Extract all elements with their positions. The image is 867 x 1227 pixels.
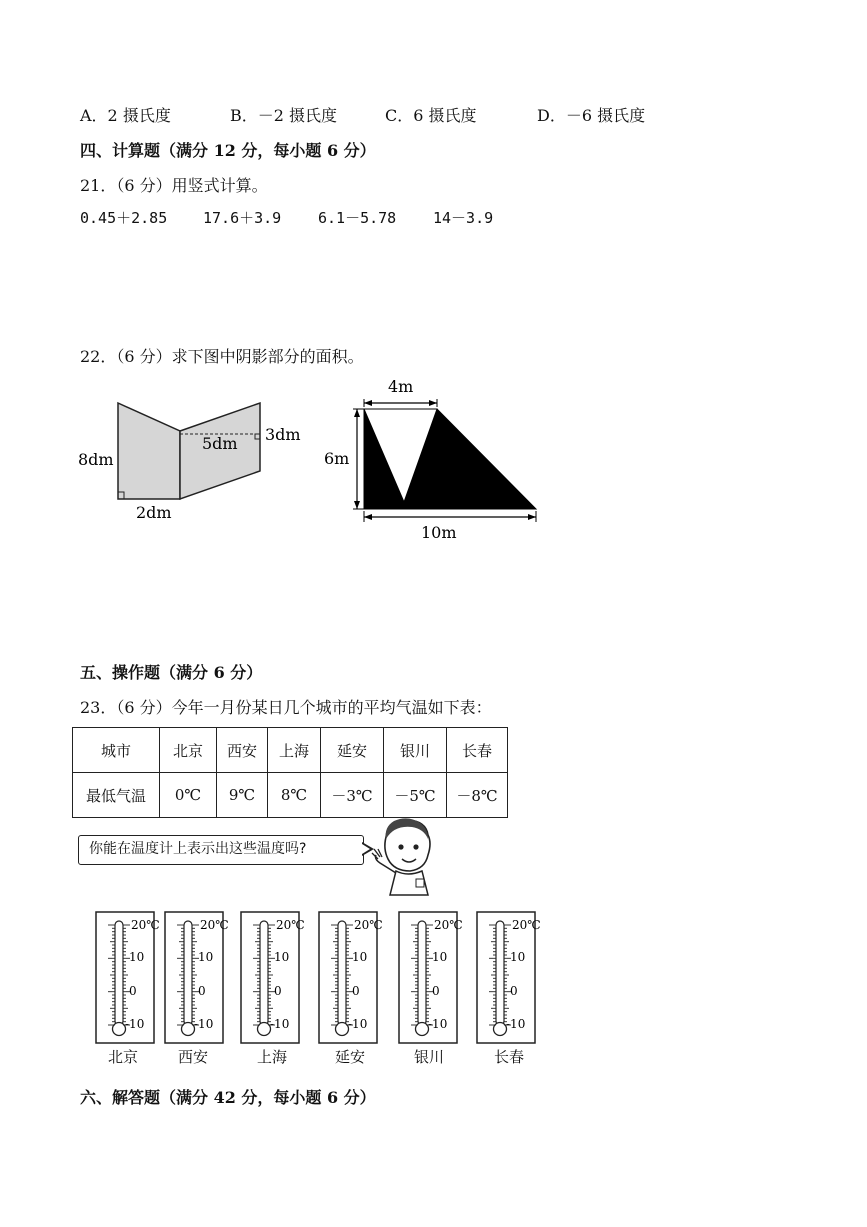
city-cell: 延安	[321, 728, 384, 773]
label-8dm: 8dm	[78, 450, 114, 469]
thermometer-scale-label: 10	[510, 950, 526, 964]
section-4-title: 四、计算题（满分 12 分，每小题 6 分）	[80, 141, 376, 160]
thermometer-scale-label: 20℃	[276, 918, 305, 932]
q23-stem: 23．（6 分）今年一月份某日几个城市的平均气温如下表：	[80, 698, 492, 717]
thermometer-scale-label: 0	[510, 984, 518, 998]
thermometer-scale-label: -10	[125, 1017, 145, 1031]
section-6-title: 六、解答题（满分 42 分，每小题 6 分）	[80, 1088, 376, 1107]
option-d: D．－6 摄氏度	[537, 106, 646, 125]
thermometer-scale-label: 10	[198, 950, 214, 964]
speech-bubble: 你能在温度计上表示出这些温度吗?	[78, 835, 364, 865]
thermometer-bulb	[416, 1023, 429, 1036]
thermometer-bulb	[336, 1023, 349, 1036]
q21-expr-4: 14－3.9	[433, 209, 494, 227]
temp-cell: 0℃	[160, 773, 217, 818]
thermometer-scale-label: -10	[270, 1017, 290, 1031]
thermometer-scale-label: -10	[194, 1017, 214, 1031]
thermometer-scale-label: 20℃	[354, 918, 383, 932]
thermometer-scale-label: -10	[428, 1017, 448, 1031]
label-3dm: 3dm	[265, 425, 301, 444]
thermometer	[318, 911, 383, 1044]
thermometer	[95, 911, 160, 1044]
thermometer-bulb	[113, 1023, 126, 1036]
thermometer-scale-label: 0	[198, 984, 206, 998]
q21-stem: 21．（6 分）用竖式计算。	[80, 176, 268, 195]
thermometer-scale-label: 10	[352, 950, 368, 964]
temp-cell: 9℃	[217, 773, 268, 818]
thermometer-bulb	[258, 1023, 271, 1036]
temp-cell: －8℃	[447, 773, 508, 818]
thermometer	[240, 911, 305, 1044]
q21-expr-3: 6.1－5.78	[318, 209, 397, 227]
thermometer-tube	[260, 921, 268, 1025]
thermometer-city-label: 长春	[493, 1048, 524, 1066]
table-row	[73, 773, 508, 818]
option-a: A．2 摄氏度	[80, 106, 171, 125]
thermometer-scale-label: 0	[432, 984, 440, 998]
thermometer-scale-label: 10	[432, 950, 448, 964]
city-cell: 银川	[384, 728, 447, 773]
thermometer-scale-label: 20℃	[200, 918, 229, 932]
section-5-title: 五、操作题（满分 6 分）	[80, 663, 263, 682]
thermometer	[398, 911, 463, 1044]
city-cell: 上海	[268, 728, 321, 773]
row-header-temp: 最低气温	[73, 773, 160, 818]
thermometer	[476, 911, 541, 1044]
figure-folded-shape	[70, 385, 320, 530]
label-4m: 4m	[388, 377, 414, 396]
thermometer-bulb	[182, 1023, 195, 1036]
q22-stem: 22．（6 分）求下图中阴影部分的面积。	[80, 347, 364, 366]
thermometer-scale-label: 0	[274, 984, 282, 998]
label-6m: 6m	[324, 449, 350, 468]
thermometer-tube	[418, 921, 426, 1025]
thermometer-scale-label: 10	[274, 950, 290, 964]
temp-cell: 8℃	[268, 773, 321, 818]
thermometer-scale-label: 10	[129, 950, 145, 964]
label-5dm: 5dm	[202, 434, 238, 453]
label-10m: 10m	[421, 523, 457, 542]
thermometer-tube	[184, 921, 192, 1025]
temp-cell: －5℃	[384, 773, 447, 818]
q21-expr-2: 17.6＋3.9	[203, 209, 282, 227]
thermometer-tube	[338, 921, 346, 1025]
boy-cartoon-icon	[368, 815, 440, 897]
thermometer-scale-label: 20℃	[131, 918, 160, 932]
option-c: C．6 摄氏度	[385, 106, 477, 125]
thermometer-scale-label: 20℃	[512, 918, 541, 932]
thermometer-city-label: 北京	[107, 1048, 138, 1066]
table-row	[73, 728, 508, 773]
q21-expr-1: 0.45＋2.85	[80, 209, 168, 227]
thermometer-tube	[496, 921, 504, 1025]
temp-cell: －3℃	[321, 773, 384, 818]
thermometer-city-label: 西安	[177, 1048, 208, 1066]
thermometer-city-label: 延安	[334, 1048, 365, 1066]
thermometer-scale-label: 0	[352, 984, 360, 998]
label-2dm: 2dm	[136, 503, 172, 522]
figure-trapezoid	[320, 372, 550, 547]
thermometer-tube	[115, 921, 123, 1025]
city-cell: 西安	[217, 728, 268, 773]
thermometer-city-label: 上海	[256, 1048, 287, 1066]
thermometer-scale-label: -10	[506, 1017, 526, 1031]
city-cell: 北京	[160, 728, 217, 773]
option-b: B．－2 摄氏度	[230, 106, 338, 125]
temperature-table	[72, 727, 508, 818]
thermometer-scale-label: 0	[129, 984, 137, 998]
thermometer-scale-label: -10	[348, 1017, 368, 1031]
thermometer-city-label: 银川	[413, 1048, 444, 1066]
thermometer-bulb	[494, 1023, 507, 1036]
thermometer	[164, 911, 229, 1044]
city-cell: 长春	[447, 728, 508, 773]
left-parallelogram	[118, 403, 180, 499]
thermometer-scale-label: 20℃	[434, 918, 463, 932]
row-header-city: 城市	[73, 728, 160, 773]
